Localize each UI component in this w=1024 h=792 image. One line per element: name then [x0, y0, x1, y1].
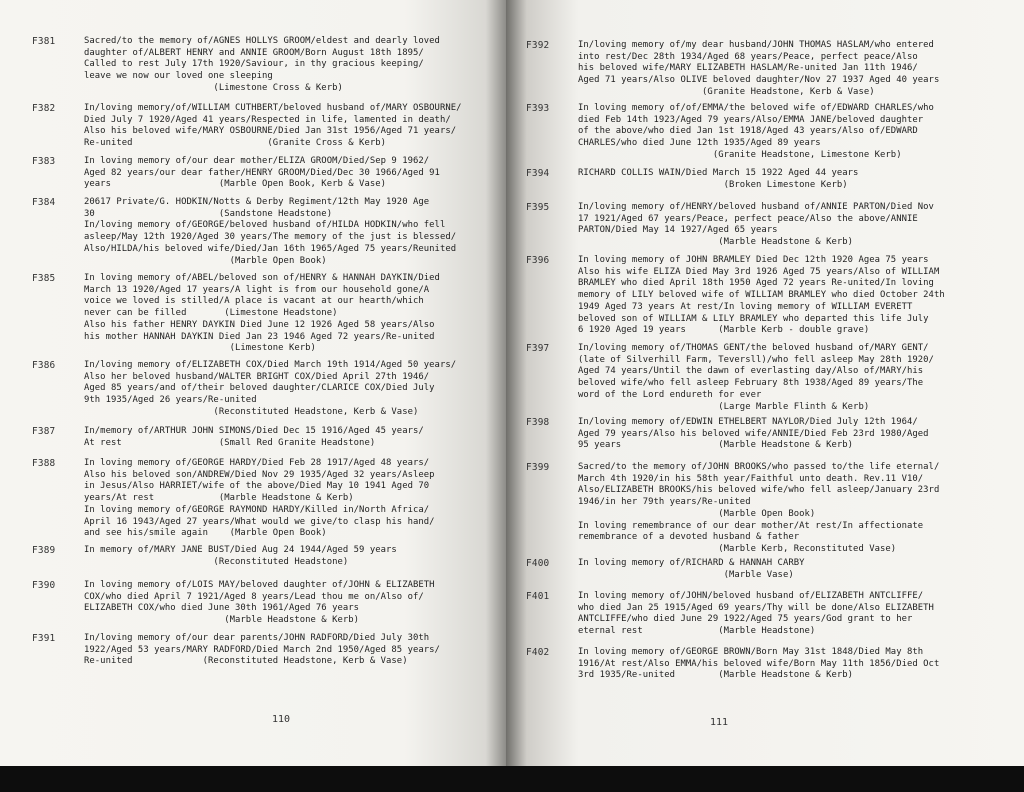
- inscription-line: (Large Marble Flinth & Kerb): [578, 401, 870, 412]
- inscription-line: daughter of/ALBERT HENRY and ANNIE GROOM/Born August 18th 1895/: [84, 47, 424, 58]
- inscription-line: 9th 1935/Aged 26 years/Re-united: [84, 395, 257, 406]
- entry-inscription: [84, 633, 440, 668]
- entry-inscription: [84, 197, 456, 267]
- entry-inscription: [578, 255, 945, 337]
- inscription-line: In/loving memory of/GEORGE/beloved husband of/HILDA HODKIN/who fell: [84, 220, 446, 231]
- inscription-line: (Broken Limestone Kerb): [578, 179, 848, 190]
- entry-ref-number: F385: [32, 273, 56, 284]
- right-page: [506, 0, 1024, 766]
- inscription-line: Called to rest July 17th 1920/Saviour, in thy gracious keeping/: [84, 59, 424, 70]
- inscription-line: his beloved wife/MARY ELIZABETH HASLAM/Re-united Jan 11th 1946/: [578, 63, 918, 74]
- inscription-line: Aged 71 years/Also OLIVE beloved daughter/Nov 27 1937 Aged 40 years: [578, 75, 940, 86]
- inscription-line: (Marble Vase): [578, 569, 794, 580]
- inscription-line: years (Marble Open Book, Kerb & Vase): [84, 179, 387, 190]
- inscription-line: April 16 1943/Aged 27 years/What would we give/to clasp his hand/: [84, 516, 435, 527]
- inscription-line: ANTCLIFFE/who died June 29 1922/Aged 75 years/God grant to her: [578, 614, 913, 625]
- entry-ref-number: F400: [526, 558, 550, 569]
- inscription-line: Sacred/to the memory of/JOHN BROOKS/who passed to/the life eternal/: [578, 462, 940, 472]
- inscription-line: Re-united (Granite Cross & Kerb): [84, 138, 387, 149]
- inscription-line: (Marble Headstone & Kerb): [84, 615, 360, 626]
- inscription-line: (Marble Open Book): [578, 508, 816, 519]
- inscription-line: in Jesus/Also HARRIET/wife of the above/Died May 10 1941 Aged 70: [84, 481, 430, 492]
- inscription-line: In/loving memory/of/WILLIAM CUTHBERT/beloved husband of/MARY OSBOURNE/: [84, 103, 462, 113]
- entry-ref-number: F392: [526, 40, 550, 51]
- inscription-line: 6 1920 Aged 19 years (Marble Kerb - double grave): [578, 325, 870, 336]
- entry-inscription: [84, 580, 435, 627]
- entry-ref-number: F387: [32, 426, 56, 437]
- inscription-line: (Granite Headstone, Kerb & Vase): [578, 86, 875, 97]
- inscription-line: In/loving memory of/our dear parents/JOHN RADFORD/Died July 30th: [84, 633, 430, 643]
- inscription-line: (late of Silverhill Farm, Teversll)/who fell asleep May 28th 1920/: [578, 354, 934, 365]
- entry-ref-number: F384: [32, 197, 56, 208]
- scan-bottom-band: [0, 766, 1024, 792]
- inscription-line: leave we now our loved one sleeping: [84, 71, 273, 82]
- inscription-line: (Reconstituted Headstone): [84, 556, 349, 567]
- inscription-line: into rest/Dec 28th 1934/Aged 68 years/Peace, perfect peace/Also: [578, 51, 918, 62]
- entry-inscription: [578, 462, 939, 556]
- inscription-line: In loving memory of/of/EMMA/the beloved wife of/EDWARD CHARLES/who: [578, 103, 934, 113]
- inscription-line: (Marble Headstone & Kerb): [578, 237, 854, 248]
- entry-ref-number: F382: [32, 103, 56, 114]
- inscription-line: Died July 7 1920/Aged 41 years/Respected in life, lamented in death/: [84, 114, 451, 125]
- inscription-line: In loving memory of/our dear mother/ELIZA GROOM/Died/Sep 9 1962/: [84, 156, 430, 166]
- inscription-line: RICHARD COLLIS WAIN/Died March 15 1922 Aged 44 years: [578, 168, 859, 178]
- inscription-line: 1922/Aged 53 years/MARY RADFORD/Died March 2nd 1950/Aged 85 years/: [84, 644, 440, 655]
- inscription-line: Also his wife ELIZA Died May 3rd 1926 Aged 75 years/Also of WILLIAM: [578, 266, 940, 277]
- entry-ref-number: F401: [526, 591, 550, 602]
- entry-ref-number: F395: [526, 202, 550, 213]
- inscription-line: In/loving memory of/HENRY/beloved husband of/ANNIE PARTON/Died Nov: [578, 202, 934, 212]
- entry-inscription: [578, 168, 858, 191]
- inscription-line: In loving memory of/GEORGE RAYMOND HARDY/Killed in/North Africa/: [84, 504, 430, 515]
- inscription-line: voice we loved is stilled/A place is vacant at our hearth/which: [84, 296, 424, 307]
- inscription-line: In/loving memory of/my dear husband/JOHN THOMAS HASLAM/who entered: [578, 40, 934, 50]
- inscription-line: 1946/in her 79th years/Re-united: [578, 497, 751, 508]
- inscription-line: In loving memory of/GEORGE BROWN/Born May 31st 1848/Died May 8th: [578, 647, 924, 657]
- inscription-line: beloved wife/who fell asleep February 8th 1938/Aged 89 years/The: [578, 378, 924, 389]
- inscription-line: Aged 82 years/our dear father/HENRY GROOM/Died/Dec 30 1966/Aged 91: [84, 167, 440, 178]
- inscription-line: 30 (Sandstone Headstone): [84, 208, 333, 219]
- inscription-line: In loving memory of/JOHN/beloved husband of/ELIZABETH ANTCLIFFE/: [578, 591, 924, 601]
- entry-ref-number: F394: [526, 168, 550, 179]
- entry-inscription: [578, 103, 934, 162]
- entry-inscription: [84, 156, 440, 191]
- inscription-line: March 4th 1920/in his 58th year/Faithful unto death. Rev.11 V10/: [578, 473, 924, 484]
- entry-inscription: [578, 202, 934, 249]
- inscription-line: In memory of/MARY JANE BUST/Died Aug 24 1944/Aged 59 years: [84, 545, 397, 555]
- inscription-line: asleep/May 12th 1920/Aged 30 years/The memory of the just is blessed/: [84, 232, 457, 243]
- entry-inscription: [578, 558, 805, 581]
- inscription-line: ELIZABETH COX/who died June 30th 1961/Aged 76 years: [84, 603, 360, 614]
- inscription-line: 1949 Aged 73 years At rest/In loving memory of WILLIAM EVERETT: [578, 301, 913, 312]
- entry-inscription: [84, 273, 440, 355]
- inscription-line: Sacred/to the memory of/AGNES HOLLYS GROOM/eldest and dearly loved: [84, 36, 440, 46]
- inscription-line: (Marble Kerb, Reconstituted Vase): [578, 543, 897, 554]
- entry-inscription: [84, 103, 462, 150]
- entry-inscription: [84, 458, 435, 540]
- inscription-line: (Limestone Cross & Kerb): [84, 82, 343, 93]
- inscription-line: 3rd 1935/Re-united (Marble Headstone & Kerb): [578, 670, 854, 681]
- inscription-line: (Reconstituted Headstone, Kerb & Vase): [84, 406, 419, 417]
- inscription-line: his mother HANNAH DAYKIN Died Jan 23 1946 Aged 72 years/Re-united: [84, 331, 435, 342]
- page-number-left: 110: [272, 714, 291, 725]
- entry-ref-number: F386: [32, 360, 56, 371]
- inscription-line: who died Jan 25 1915/Aged 69 years/Thy will be done/Also ELIZABETH: [578, 602, 934, 613]
- inscription-line: and see his/smile again (Marble Open Book): [84, 528, 327, 539]
- inscription-line: 95 years (Marble Headstone & Kerb): [578, 440, 854, 451]
- inscription-line: never can be filled (Limestone Headstone): [84, 308, 338, 319]
- inscription-line: word of the Lord endureth for ever: [578, 389, 762, 400]
- inscription-line: In/loving memory of/ELIZABETH COX/Died March 19th 1914/Aged 50 years/: [84, 360, 457, 370]
- inscription-line: PARTON/Died May 14 1927/Aged 65 years: [578, 225, 778, 236]
- inscription-line: In/loving memory of/THOMAS GENT/the beloved husband of/MARY GENT/: [578, 343, 929, 353]
- inscription-line: Also/ELIZABETH BROOKS/his beloved wife/who fell asleep/January 23rd: [578, 485, 940, 496]
- entry-ref-number: F393: [526, 103, 550, 114]
- inscription-line: In loving remembrance of our dear mother/At rest/In affectionate: [578, 520, 924, 531]
- entry-ref-number: F390: [32, 580, 56, 591]
- entry-ref-number: F383: [32, 156, 56, 167]
- entry-ref-number: F389: [32, 545, 56, 556]
- inscription-line: (Granite Headstone, Limestone Kerb): [578, 149, 902, 160]
- inscription-line: In/loving memory of/EDWIN ETHELBERT NAYLOR/Died July 12th 1964/: [578, 417, 918, 427]
- entry-inscription: [578, 591, 934, 638]
- inscription-line: CHARLES/who died June 12th 1935/Aged 89 years: [578, 138, 821, 149]
- inscription-line: Also/HILDA/his beloved wife/Died/Jan 16th 1965/Aged 75 years/Reunited: [84, 243, 457, 254]
- inscription-line: Also her beloved husband/WALTER BRIGHT COX/Died April 27th 1946/: [84, 371, 430, 382]
- inscription-line: beloved son of WILLIAM & LILY BRAMLEY who departed this life July: [578, 313, 929, 324]
- left-page: [0, 0, 506, 766]
- entry-inscription: [84, 426, 424, 449]
- entry-ref-number: F398: [526, 417, 550, 428]
- inscription-line: 20617 Private/G. HODKIN/Notts & Derby Regiment/12th May 1920 Age: [84, 197, 430, 207]
- inscription-line: In loving memory of/GEORGE HARDY/Died Feb 28 1917/Aged 48 years/: [84, 458, 430, 468]
- inscription-line: memory of LILY beloved wife of WILLIAM BRAMLEY who died October 24th: [578, 290, 945, 301]
- inscription-line: remembrance of a devoted husband & father: [578, 532, 800, 543]
- entry-inscription: [578, 343, 934, 413]
- inscription-line: of the above/who died Jan 1st 1918/Aged 43 years/Also of/EDWARD: [578, 126, 918, 137]
- entry-ref-number: F381: [32, 36, 56, 47]
- entry-ref-number: F391: [32, 633, 56, 644]
- inscription-line: (Limestone Kerb): [84, 343, 316, 354]
- entry-ref-number: F396: [526, 255, 550, 266]
- entry-ref-number: F397: [526, 343, 550, 354]
- inscription-line: Aged 85 years/and of/their beloved daughter/CLARICE COX/Died July: [84, 383, 435, 394]
- inscription-line: (Marble Open Book): [84, 255, 327, 266]
- inscription-line: 17 1921/Aged 67 years/Peace, perfect peace/Also the above/ANNIE: [578, 213, 918, 224]
- entry-inscription: [578, 417, 929, 452]
- inscription-line: years/At rest (Marble Headstone & Kerb): [84, 493, 354, 504]
- inscription-line: Re-united (Reconstituted Headstone, Kerb & Vase): [84, 656, 408, 667]
- inscription-line: 1916/At rest/Also EMMA/his beloved wife/Born May 11th 1856/Died Oct: [578, 658, 940, 669]
- inscription-line: eternal rest (Marble Headstone): [578, 626, 816, 637]
- inscription-line: BRAMLEY who died April 18th 1950 Aged 72 years Re-united/In loving: [578, 278, 934, 289]
- inscription-line: In loving memory of/LOIS MAY/beloved daughter of/JOHN & ELIZABETH: [84, 580, 435, 590]
- inscription-line: COX/who died April 7 1921/Aged 8 years/Lead thou me on/Also of/: [84, 591, 424, 602]
- inscription-line: In loving memory of/RICHARD & HANNAH CARBY: [578, 558, 805, 568]
- inscription-line: Also his beloved son/ANDREW/Died Nov 29 1935/Aged 32 years/Asleep: [84, 469, 435, 480]
- inscription-line: March 13 1920/Aged 17 years/A light is from our household gone/A: [84, 284, 430, 295]
- inscription-line: At rest (Small Red Granite Headstone): [84, 437, 376, 448]
- inscription-line: Aged 74 years/Until the dawn of everlasting day/Also of/MARY/his: [578, 366, 924, 377]
- entry-inscription: [84, 360, 456, 419]
- entry-inscription: [578, 40, 939, 99]
- entry-ref-number: F402: [526, 647, 550, 658]
- inscription-line: Also his father HENRY DAYKIN Died June 12 1926 Aged 58 years/Also: [84, 319, 435, 330]
- entry-ref-number: F388: [32, 458, 56, 469]
- inscription-line: died Feb 14th 1923/Aged 79 years/Also/EMMA JANE/beloved daughter: [578, 114, 924, 125]
- entry-ref-number: F399: [526, 462, 550, 473]
- entry-inscription: [578, 647, 939, 682]
- page-number-right: 111: [710, 717, 729, 728]
- inscription-line: Also his beloved wife/MARY OSBOURNE/Died Jan 31st 1956/Aged 71 years/: [84, 126, 457, 137]
- entry-inscription: [84, 36, 440, 95]
- inscription-line: In loving memory of JOHN BRAMLEY Died Dec 12th 1920 Agea 75 years: [578, 255, 929, 265]
- inscription-line: Aged 79 years/Also his beloved wife/ANNIE/Died Feb 23rd 1980/Aged: [578, 428, 929, 439]
- inscription-line: In/memory of/ARTHUR JOHN SIMONS/Died Dec 15 1916/Aged 45 years/: [84, 426, 424, 436]
- entry-inscription: [84, 545, 397, 568]
- inscription-line: In loving memory of/ABEL/beloved son of/HENRY & HANNAH DAYKIN/Died: [84, 273, 440, 283]
